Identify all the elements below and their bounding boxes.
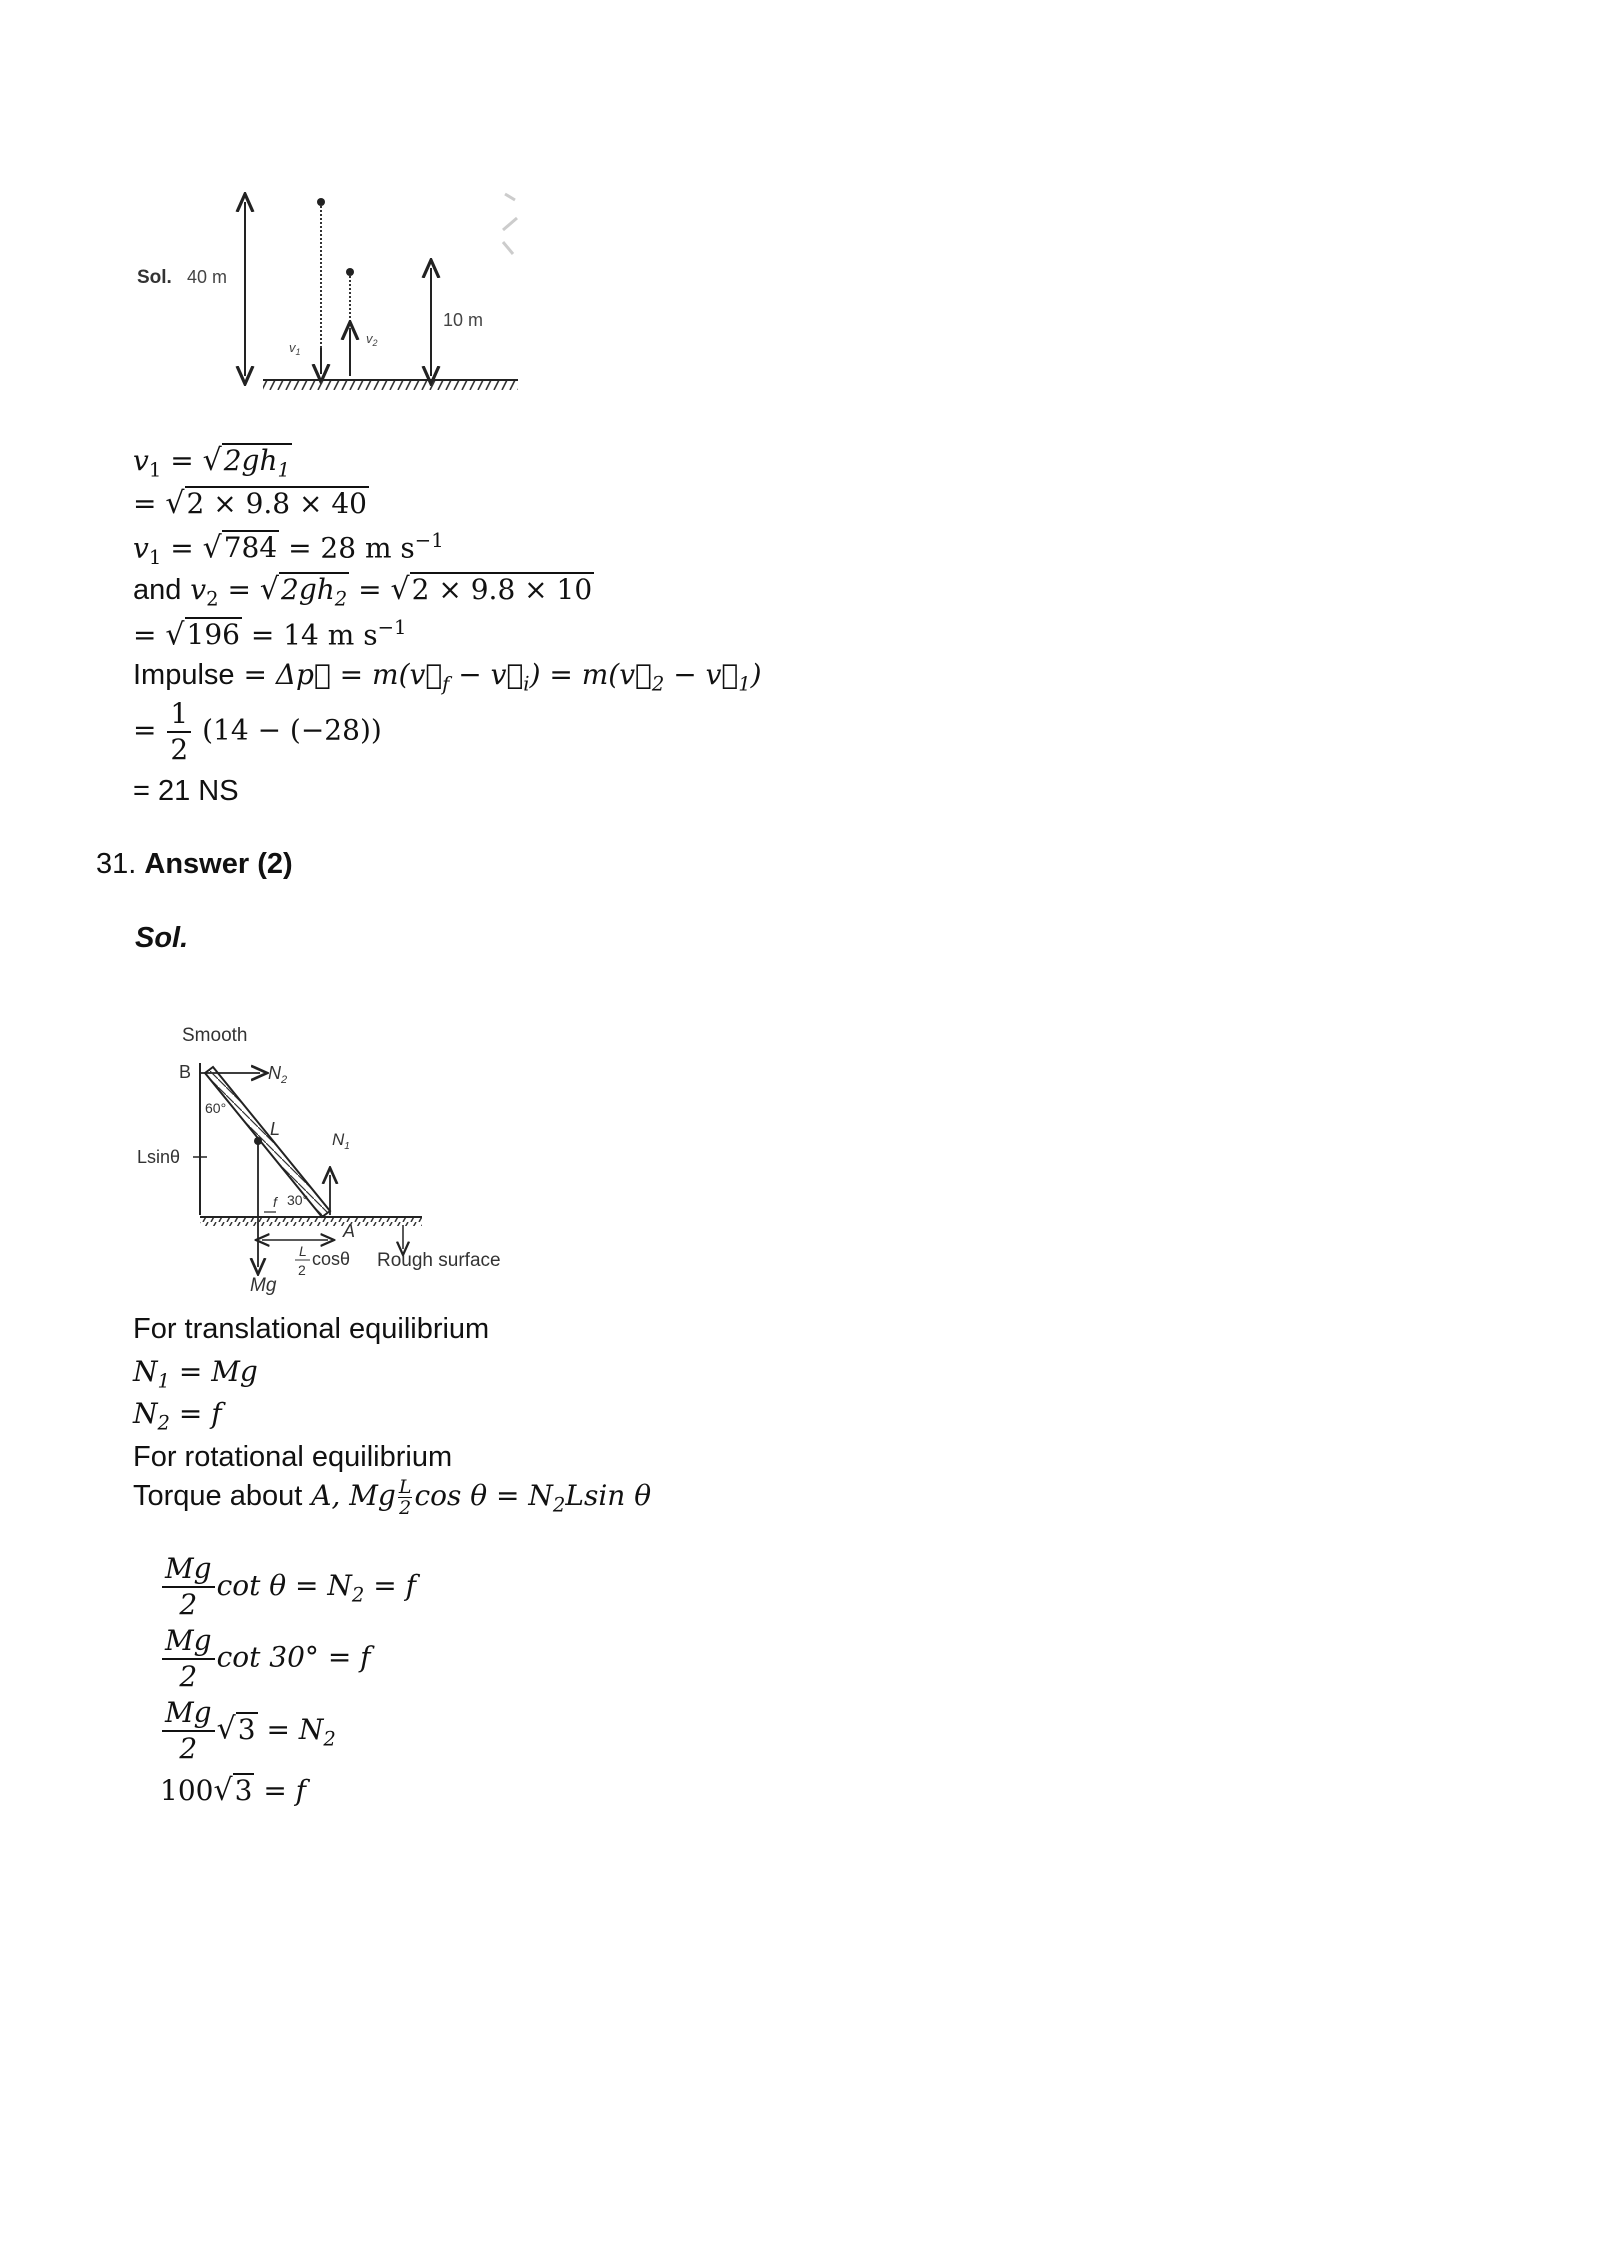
question-31-header [96,848,293,881]
lcos-den: 2 [298,1262,306,1278]
translational-heading: For translational equilibrium [133,1313,490,1345]
rotational-heading: For rotational equilibrium [133,1441,453,1473]
mg-label: Mg [250,1275,277,1296]
ground-hatch [263,381,518,390]
ladder [205,1067,330,1217]
eq-result-1: $\frac{Mg}{2}$ $\cot \theta = N_2 = f$ [160,1555,416,1619]
eq-v2-value: = √196 = 14 m $s^{-1}$ [133,616,407,653]
N2-label: $N_2$ [268,1063,288,1086]
answer-label: Answer (2) [144,848,293,880]
question-number: 31. [96,848,137,880]
v2-label: $v_2$ [366,331,378,348]
rough-surface-label: Rough surface [377,1250,501,1271]
ball-rebound [346,268,354,276]
eq-torque: Torque about A, Mg $\frac{L}{2}$ $\cos \theta = N_2Lsin$ θ [133,1476,652,1520]
height-lsin-label: Lsinθ [137,1147,181,1167]
eq-N1: $N_1 = Mg$ [133,1355,258,1393]
sol-label-1: Sol. [137,267,172,288]
eq-impulse-result: = 21 NS [133,775,239,807]
ladder-length-label: L [270,1119,281,1139]
ladder-diagram [130,1015,550,1305]
eq-N2: $N_2 = f$ [133,1397,222,1435]
sol-label-2: Sol. [135,922,189,954]
angle-30-label: 30° [287,1192,309,1208]
eq-impulse: Impulse = Δp⃗ = $m(v⃗_f$ − $v⃗_i$) = $m(v⃗_2$ − $v⃗_1$) [133,658,762,696]
N1-label: $N_1$ [332,1130,350,1152]
height-10-label: 10 m [443,310,484,330]
falling-ball-diagram [125,180,535,400]
ball-initial [317,198,325,206]
point-A-label: A [343,1221,356,1241]
friction-label: f [273,1194,277,1210]
eq-v1-value: $v_1 = √784 = 28$ m $s^{-1}$ [133,529,444,569]
smooth-label: Smooth [182,1025,248,1046]
lcos-num: L [299,1243,307,1259]
eq-impulse-substitute: = $\frac{1}{2}$ (14 − (−28)) [133,697,382,766]
eq-v1-formula: $v_1 = √2gh_1$ [133,443,290,482]
eq-v1-substitute: = √2 × 9.8 × 40 [133,486,367,521]
eq-v2-formula: and $v_2 = √2gh_2 = √2 \times 9.8 \times 10$ [133,572,593,611]
point-B-label: B [179,1062,192,1082]
eq-result-4: 100√3 = f [160,1773,307,1808]
scan-artifact [503,194,517,254]
height-40-label: 40 m [187,267,228,287]
floor-hatch [200,1218,422,1226]
angle-60-label: 60° [205,1100,227,1116]
eq-result-3: $\frac{Mg}{2}$ $√3 = N_2$ [160,1699,336,1763]
eq-result-2: $\frac{Mg}{2}$ cot 30° = f [160,1627,371,1691]
lcos-label: cosθ [312,1249,351,1269]
v1-label: $v_1$ [289,340,301,357]
